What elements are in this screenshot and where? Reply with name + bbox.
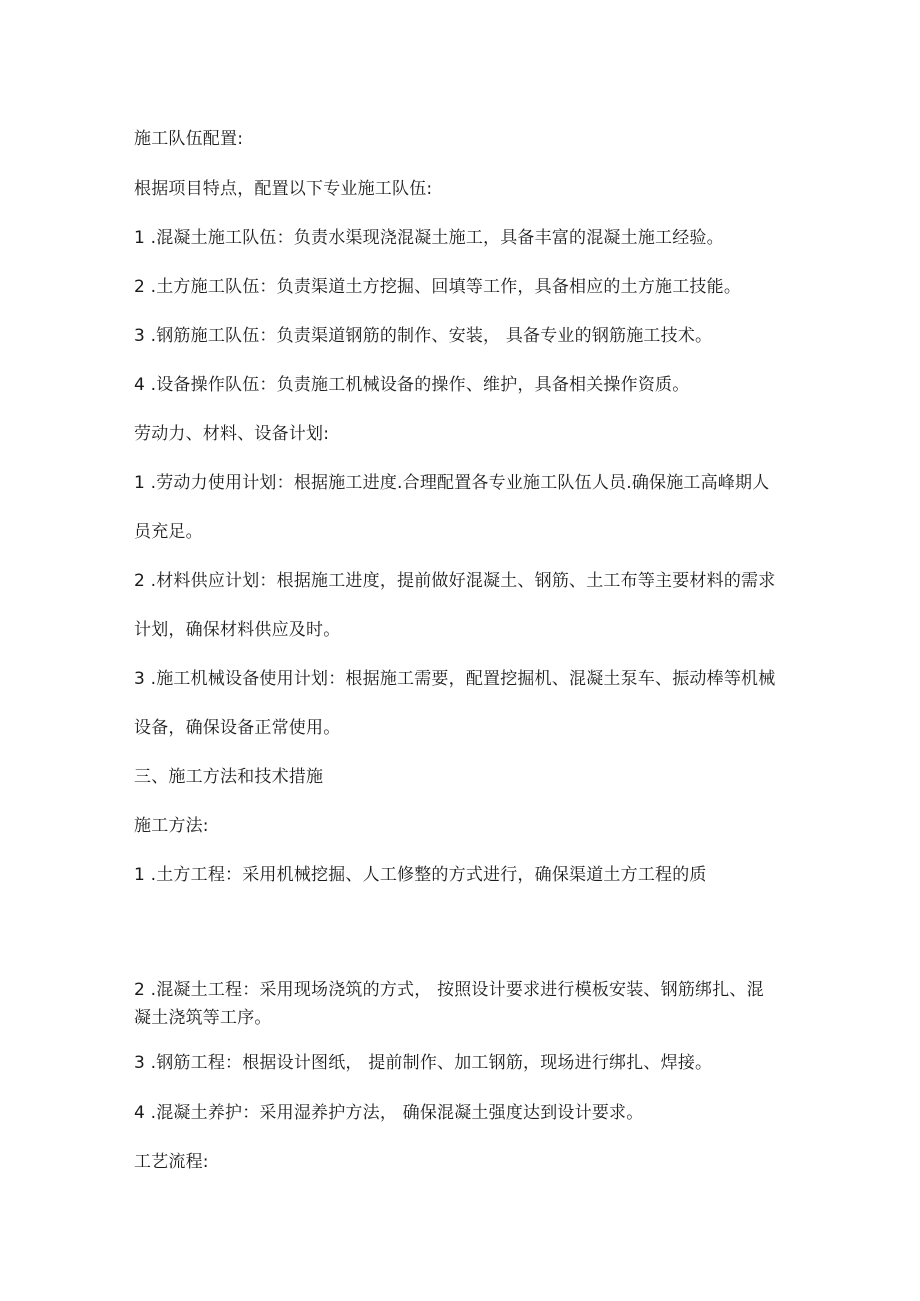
- section-heading-team-config: 施工队伍配置:: [134, 129, 244, 149]
- list-item-concrete-method-continued: 凝土浇筑等工序。: [134, 1008, 272, 1028]
- list-item-rebar-team: 3 .钢筋施工队伍：负责渠道钢筋的制作、安装， 具备专业的钢筋施工技术。: [134, 326, 713, 346]
- list-item-equipment-team: 4 .设备操作队伍：负责施工机械设备的操作、维护，具备相关操作资质。: [134, 375, 690, 395]
- list-item-earthwork-method: 1 .土方工程：采用机械挖掘、人工修整的方式进行，确保渠道土方工程的质: [134, 865, 707, 885]
- paragraph-intro: 根据项目特点，配置以下专业施工队伍:: [134, 179, 433, 199]
- list-item-earthwork-team: 2 .土方施工队伍：负责渠道土方挖掘、回填等工作，具备相应的土方施工技能。: [134, 277, 742, 297]
- list-item-machinery-plan-continued: 设备，确保设备正常使用。: [134, 718, 341, 738]
- list-item-curing-method: 4 .混凝土养护：采用湿养护方法， 确保混凝土强度达到设计要求。: [134, 1103, 644, 1123]
- list-item-labor-plan-continued: 员充足。: [134, 522, 203, 542]
- list-item-material-plan-continued: 计划，确保材料供应及时。: [134, 620, 341, 640]
- section-heading-methods: 三、施工方法和技术措施: [134, 767, 324, 787]
- list-item-labor-plan: 1 .劳动力使用计划：根据施工进度.合理配置各专业施工队伍人员.确保施工高峰期人: [134, 473, 770, 493]
- list-item-material-plan: 2 .材料供应计划：根据施工进度，提前做好混凝土、钢筋、土工布等主要材料的需求: [134, 571, 776, 591]
- list-item-concrete-team: 1 .混凝土施工队伍：负责水渠现浇混凝土施工，具备丰富的混凝土施工经验。: [134, 228, 724, 248]
- subsection-heading-process-flow: 工艺流程:: [134, 1152, 209, 1172]
- list-item-concrete-method: 2 .混凝土工程：采用现场浇筑的方式， 按照设计要求进行模板安装、钢筋绑扎、混: [134, 980, 764, 1000]
- section-heading-resource-plan: 劳动力、材料、设备计划:: [134, 424, 330, 444]
- list-item-rebar-method: 3 .钢筋工程：根据设计图纸， 提前制作、加工钢筋，现场进行绑扎、焊接。: [134, 1053, 713, 1073]
- subsection-heading-construction-methods: 施工方法:: [134, 816, 209, 836]
- list-item-machinery-plan: 3 .施工机械设备使用计划：根据施工需要，配置挖掘机、混凝土泵车、振动棒等机械: [134, 669, 776, 689]
